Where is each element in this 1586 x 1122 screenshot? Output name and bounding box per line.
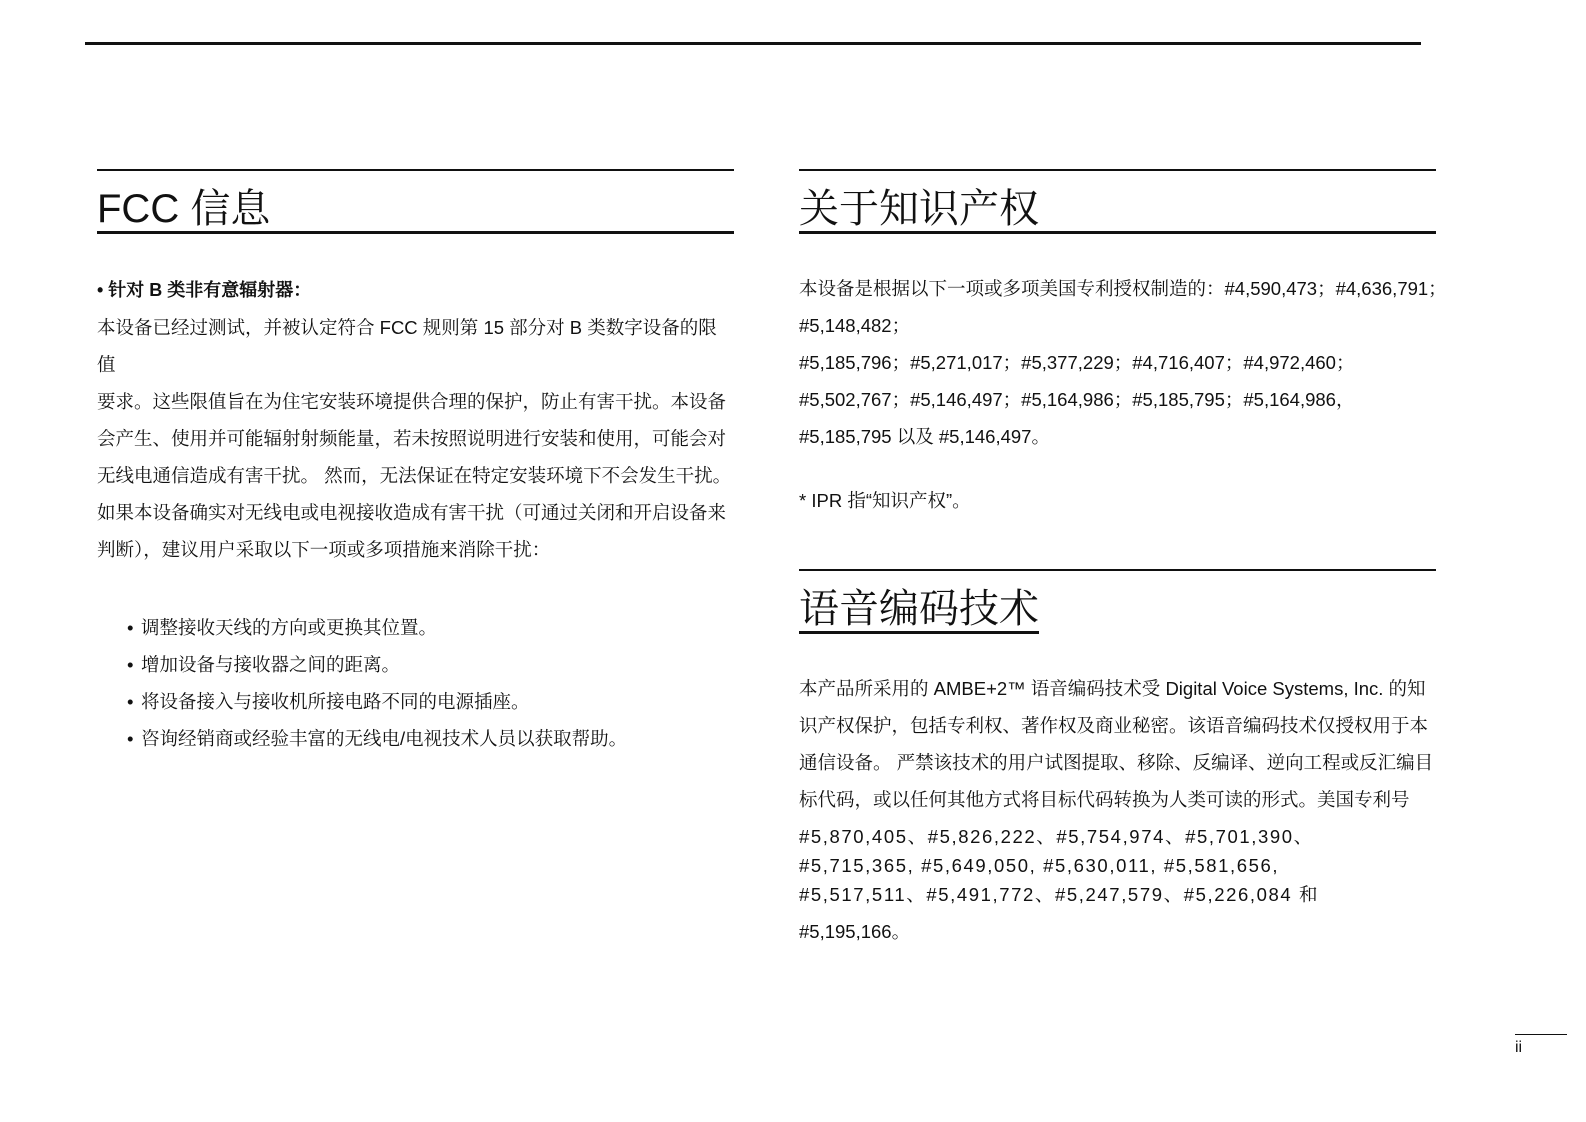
vocoder-line: 通信设备。 严禁该技术的用户试图提取、移除、反编译、逆向工程或反汇编目 bbox=[799, 752, 1434, 773]
fcc-title: FCC 信息 bbox=[97, 187, 734, 234]
fcc-subhead: • 针对 B 类非有意辐射器： bbox=[97, 280, 312, 300]
right-column bbox=[799, 169, 1447, 950]
fcc-line: 判断），建议用户采取以下一项或多项措施来消除干扰： bbox=[97, 539, 551, 560]
ipr-section bbox=[799, 169, 1447, 519]
vocoder-title: 语音编码技术 bbox=[799, 587, 1039, 634]
ipr-line: #5,185,795 以及 #5,146,497。 bbox=[799, 426, 1050, 447]
fcc-line: 本设备已经过测试，并被认定符合 FCC 规则第 15 部分对 B 类数字设备的限值 bbox=[97, 317, 717, 375]
vocoder-last-patent: #5,195,166。 bbox=[799, 921, 911, 942]
ipr-line: #5,148,482； bbox=[799, 315, 911, 336]
fcc-line: 无线电通信造成有害干扰。 然而，无法保证在特定安装环境下不会发生干扰。 bbox=[97, 465, 732, 486]
vocoder-line: 标代码，或以任何其他方式将目标代码转换为人类可读的形式。美国专利号 bbox=[799, 789, 1410, 810]
list-item: • 调整接收天线的方向或更换其位置。 bbox=[127, 609, 734, 646]
ipr-patent-list bbox=[799, 270, 1447, 455]
fcc-paragraph bbox=[97, 309, 734, 568]
vocoder-patent-line: #5,517,511、#5,491,772、#5,247,579、#5,226,084 和 bbox=[799, 884, 1320, 905]
ipr-note: * IPR 指“知识产权”。 bbox=[799, 490, 971, 511]
list-item: • 咨询经销商或经验丰富的无线电/电视技术人员以获取帮助。 bbox=[127, 720, 734, 757]
top-rule bbox=[85, 42, 1421, 45]
ipr-title: 关于知识产权 bbox=[799, 187, 1436, 234]
vocoder-patent-list bbox=[799, 822, 1436, 909]
vocoder-patent-line: #5,870,405、#5,826,222、#5,754,974、#5,701,390、 bbox=[799, 826, 1314, 847]
vocoder-section bbox=[799, 569, 1436, 950]
ipr-line: #5,185,796；#5,271,017；#5,377,229；#4,716,407；#4,972,460； bbox=[799, 352, 1355, 373]
fcc-section bbox=[97, 169, 734, 757]
section-rule bbox=[799, 569, 1436, 571]
list-item: • 增加设备与接收器之间的距离。 bbox=[127, 646, 734, 683]
ipr-line: 本设备是根据以下一项或多项美国专利授权制造的：#4,590,473；#4,636,791； bbox=[799, 278, 1447, 299]
list-item: • 将设备接入与接收机所接电路不同的电源插座。 bbox=[127, 683, 734, 720]
vocoder-patent-line: #5,715,365, #5,649,050, #5,630,011, #5,581,656, bbox=[799, 855, 1280, 876]
vocoder-line: 识产权保护，包括专利权、著作权及商业秘密。该语音编码技术仅授权用于本 bbox=[799, 715, 1429, 736]
vocoder-paragraph bbox=[799, 670, 1436, 818]
vocoder-line: 本产品所采用的 AMBE+2™ 语音编码技术受 Digital Voice Systems, Inc. 的知 bbox=[799, 678, 1426, 699]
section-rule bbox=[799, 169, 1436, 171]
fcc-line: 如果本设备确实对无线电或电视接收造成有害干扰（可通过关闭和开启设备来 bbox=[97, 502, 727, 523]
fcc-line: 要求。这些限值旨在为住宅安装环境提供合理的保护，防止有害干扰。本设备 bbox=[97, 391, 727, 412]
fcc-line: 会产生、使用并可能辐射射频能量，若未按照说明进行安装和使用，可能会对 bbox=[97, 428, 727, 449]
ipr-line: #5,502,767；#5,146,497；#5,164,986；#5,185,795；#5,164,986， bbox=[799, 389, 1355, 410]
fcc-measures-list bbox=[127, 609, 734, 757]
page-number: ii bbox=[1515, 1034, 1567, 1057]
section-rule bbox=[97, 169, 734, 171]
